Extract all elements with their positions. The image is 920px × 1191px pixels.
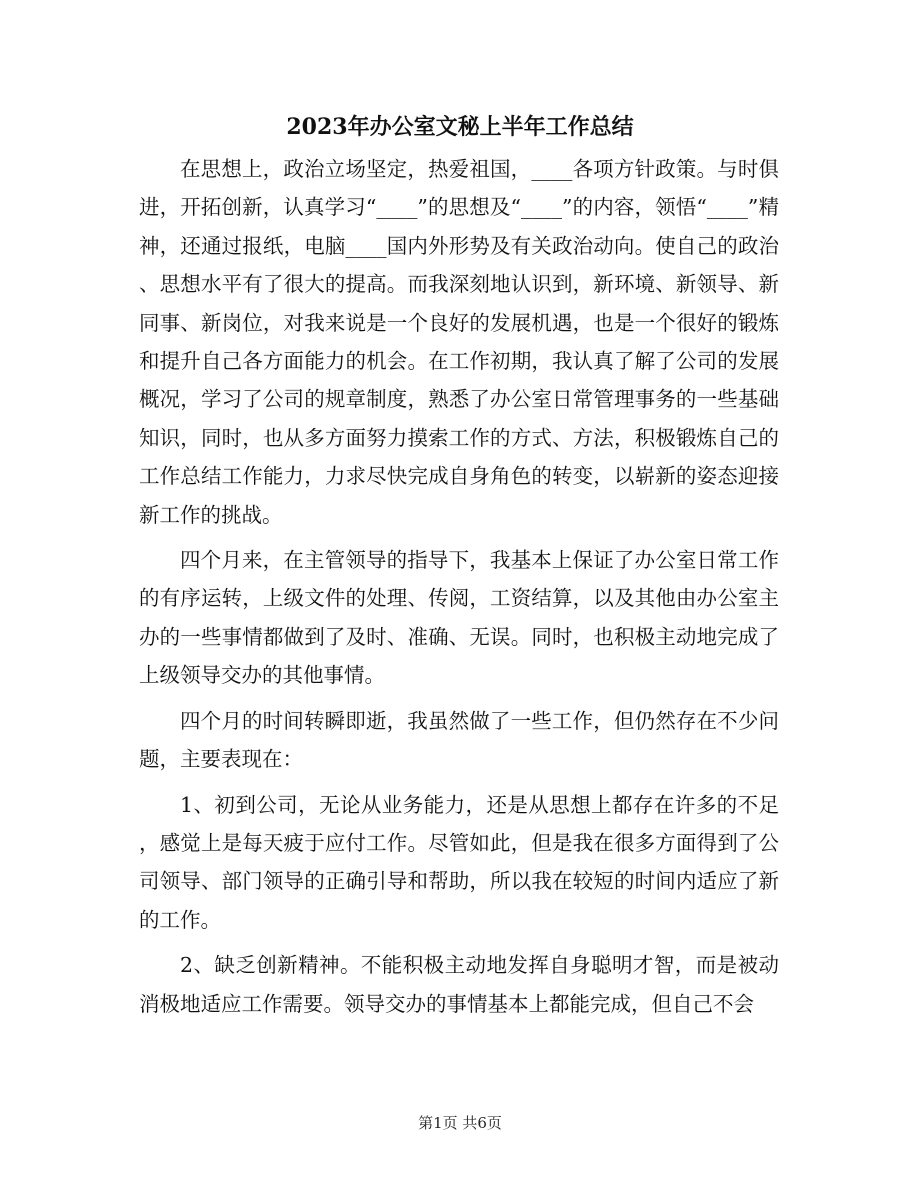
document-body [139, 150, 779, 1023]
document-title: 2023年办公室文秘上半年工作总结 [286, 114, 634, 140]
page-number-footer: 第1页 共6页 [418, 1114, 502, 1132]
paragraph-political-thought: 在思想上，政治立场坚定，热爱祖国，____各项方针政策。与时俱进，开拓创新，认真学习“____”的思想及“____”的内容，领悟“____”精神，还通过报纸，电脑____国内外形势及有关政治动向。使自己的政治、思想水平有了很大的提高。而我深刻地认识到，新环境、新领导、新同事、新岗位，对我来说是一个良好的发展机遇，也是一个很好的锻炼和提升自己各方面能力的机会。在工作初期，我认真了解了公司的发展概况，学习了公司的规章制度，熟悉了办公室日常管理事务的一些基础知识，同时，也从多方面努力摸索工作的方式、方法，积极锻炼自己的工作总结工作能力，力求尽快完成自身角色的转变，以崭新的姿态迎接新工作的挑战。 [139, 157, 779, 527]
paragraph-four-months-work: 四个月来，在主管领导的指导下，我基本上保证了办公室日常工作的有序运转，上级文件的处理、传阅，工资结算，以及其他由办公室主办的一些事情都做到了及时、准确、无误。同时，也积极主动地完成了上级领导交办的其他事情。 [139, 548, 779, 688]
paragraph-problems-intro: 四个月的时间转瞬即逝，我虽然做了一些工作，但仍然存在不少问题，主要表现在： [139, 708, 779, 772]
paragraph-problem-1: 1、初到公司，无论从业务能力，还是从思想上都存在许多的不足，感觉上是每天疲于应付工作。尽管如此，但是我在很多方面得到了公司领导、部门领导的正确引导和帮助，所以我在较短的时间内适应了新的工作。 [139, 792, 779, 932]
paragraph-problem-2: 2、缺乏创新精神。不能积极主动地发挥自身聪明才智，而是被动消极地适应工作需要。领导交办的事情基本上都能完成，但自己不会 [139, 953, 779, 1016]
